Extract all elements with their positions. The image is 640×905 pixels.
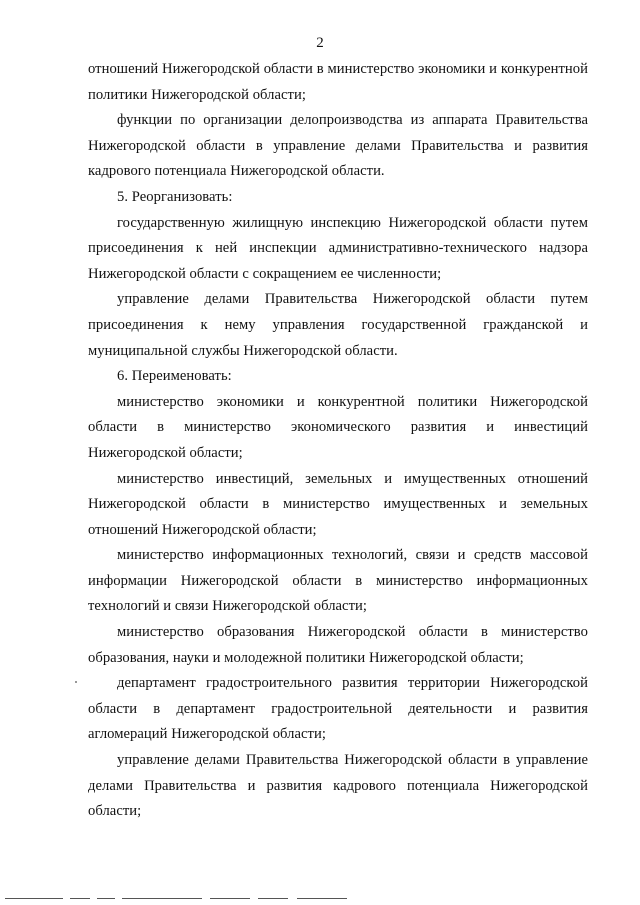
paragraph-9: департамент градостроительного развития территории Нижегородской области в департамент градостроительной деятельности и развития агломераций Нижегородской области; (88, 675, 588, 743)
paragraph-4: управление делами Правительства Нижегородской области путем присоединения к нему управления государственной гражданской и муниципальной службы Нижегородской области. (88, 291, 588, 359)
section-heading-5: 5. Реорганизовать: (117, 188, 233, 205)
section-heading-6: 6. Переименовать: (117, 368, 232, 385)
paragraph-2: функции по организации делопроизводства из аппарата Правительства Нижегородской области в управление делами Правительства и развития кадрового потенциала Нижегородской области. (88, 112, 588, 180)
paragraph-7: министерство информационных технологий, связи и средств массовой информации Нижегородской области в министерство информационных технологий и связи Нижегородской области; (88, 547, 588, 615)
footer-rule-segment (122, 898, 202, 899)
footer-rule-segment (70, 898, 90, 899)
footer-rule-segment (5, 898, 63, 899)
footer-rules (0, 896, 640, 902)
paragraph-5: министерство экономики и конкурентной политики Нижегородской области в министерство экономического развития и инвестиций Нижегородской области; (88, 393, 588, 461)
footer-rule-segment (210, 898, 250, 899)
paragraph-10: управление делами Правительства Нижегородской области в управление делами Правительства и развития кадрового потенциала Нижегородской области; (88, 752, 588, 820)
paragraph-1: отношений Нижегородской области в министерство экономики и конкурентной политики Нижегородской области; (88, 61, 588, 103)
page-number: 2 (316, 35, 324, 51)
document-body (88, 57, 588, 825)
scan-speck (75, 681, 77, 683)
paragraph-3: государственную жилищную инспекцию Нижегородской области путем присоединения к ней инспекции административно-технического надзора Нижегородской области с сокращением ее численности; (88, 214, 588, 282)
paragraph-6: министерство инвестиций, земельных и имущественных отношений Нижегородской области в министерство имущественных и земельных отношений Нижегородской области; (88, 470, 588, 538)
footer-rule-segment (297, 898, 347, 899)
footer-rule-segment (258, 898, 288, 899)
paragraph-8: министерство образования Нижегородской области в министерство образования, науки и молодежной политики Нижегородской области; (88, 624, 588, 666)
footer-rule-segment (97, 898, 115, 899)
